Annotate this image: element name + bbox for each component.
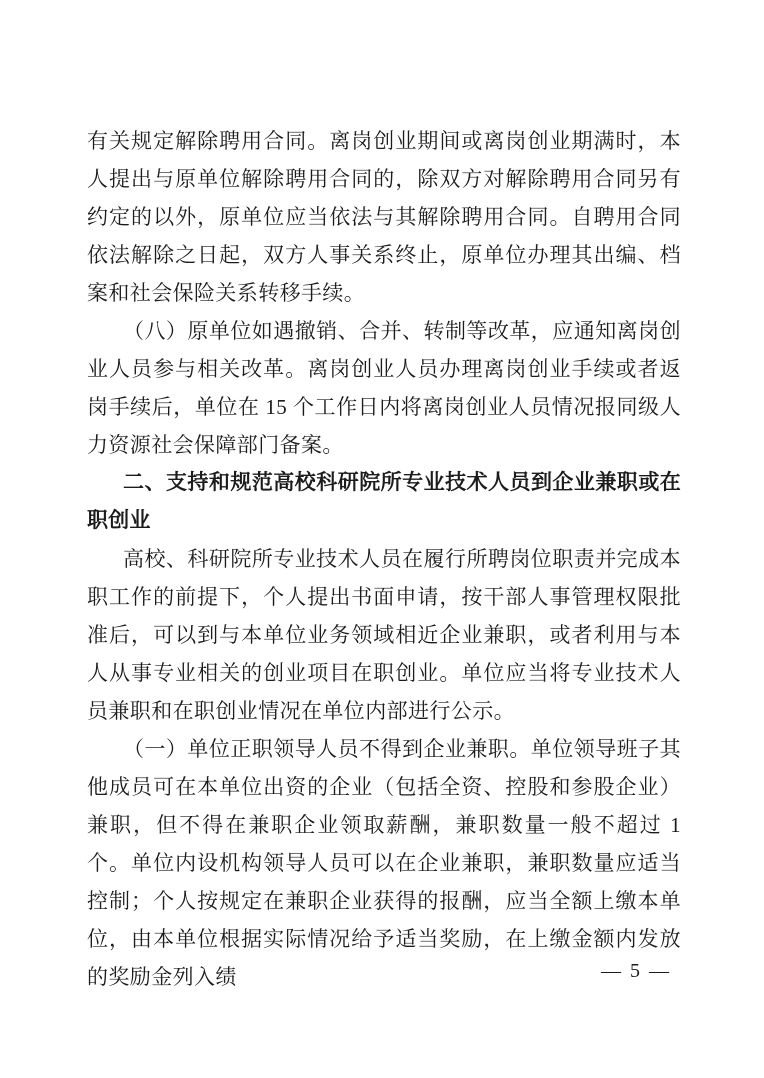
page-number: — 5 — [601,960,671,982]
paragraph-contract-termination: 有关规定解除聘用合同。离岗创业期间或离岗创业期满时，本人提出与原单位解除聘用合同的，除双方对解除聘用合同另有约定的以外，原单位应当依法与其解除聘用合同。自聘用合同依法解除之日起，双方人事关系终止，原单位办理其出编、档案和社会保险关系转移手续。 [87,129,681,305]
section-heading-two: 二、支持和规范高校科研院所专业技术人员到企业兼职或在职创业 [87,471,681,532]
paragraph-item-eight-reform: （八）原单位如遇撤销、合并、转制等改革，应通知离岗创业人员参与相关改革。离岗创业人员办理离岗创业手续或者返岗手续后，单位在 15 个工作日内将离岗创业人员情况报同级人力资源社会保障部门备案。 [87,319,681,457]
paragraph-application-approval: 高校、科研院所专业技术人员在履行所聘岗位职责并完成本职工作的前提下，个人提出书面申请，按干部人事管理权限批准后，可以到与本单位业务领域相近企业兼职，或者利用与本人从事专业相关的创业项目在职创业。单位应当将专业技术人员兼职和在职创业情况在单位内部进行公示。 [87,547,681,723]
paragraph-item-one-leadership: （一）单位正职领导人员不得到企业兼职。单位领导班子其他成员可在本单位出资的企业（包括全资、控股和参股企业）兼职，但不得在兼职企业领取薪酬，兼职数量一般不超过 1 个。单位内设机构领导人员可以在企业兼职，兼职数量应适当控制；个人按规定在兼职企业获得的报酬，应当全额上缴本单位，由本单位根据实际情况给予适当奖励，在上缴金额内发放的奖励金列入绩 [87,737,681,989]
document-body [87,122,681,996]
